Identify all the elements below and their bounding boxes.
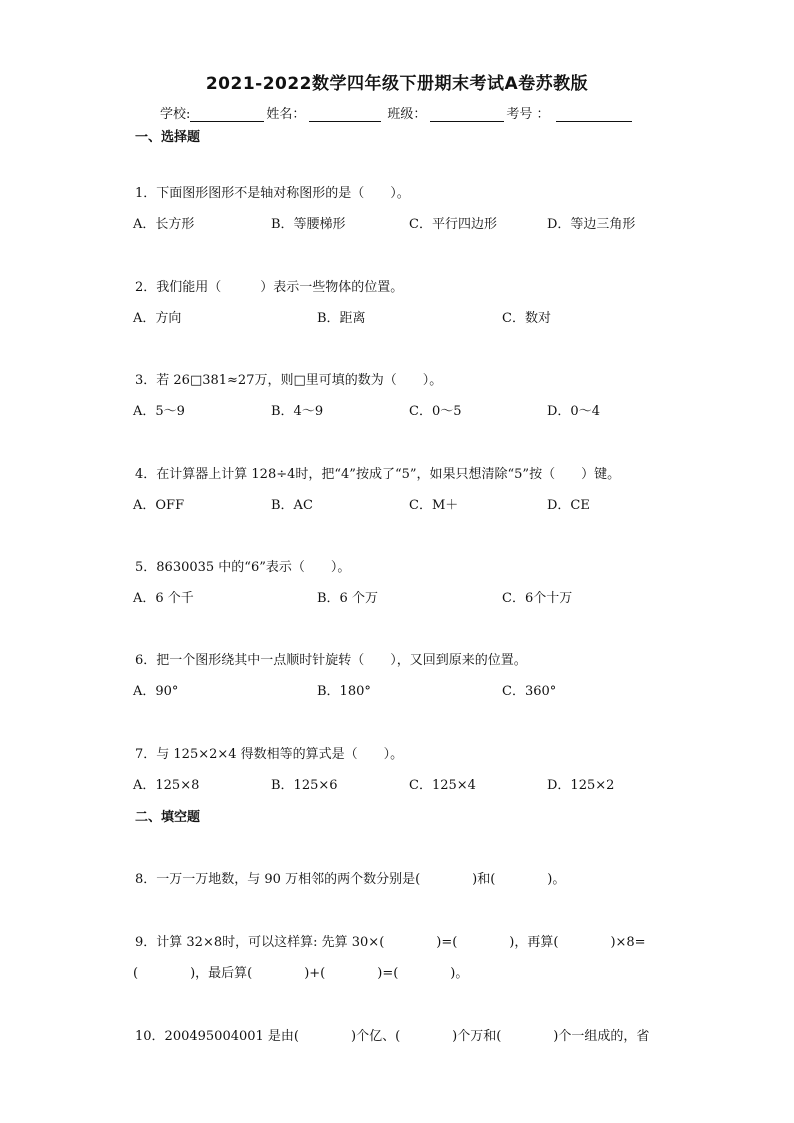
- question-9-line-2: ( )，最后算( )+( )=( )。: [133, 966, 469, 981]
- question-5-option-b[interactable]: B．6 个万: [317, 591, 378, 606]
- question-3-option-c[interactable]: C．0～5: [409, 404, 462, 419]
- question-4-option-c[interactable]: C．M＋: [409, 498, 459, 513]
- exam-no-label: 考号 ：: [506, 107, 550, 122]
- question-4-option-a[interactable]: A．OFF: [133, 498, 185, 513]
- question-1-option-b[interactable]: B．等腰梯形: [271, 217, 346, 232]
- question-4-stem: 4．在计算器上计算 128÷4时，把“4”按成了“5”，如果只想清除“5”按（ ）键。: [135, 467, 621, 482]
- question-5-option-a[interactable]: A．6 个千: [133, 591, 194, 606]
- student-info-row: [160, 103, 634, 122]
- question-7-option-a[interactable]: A．125×8: [133, 778, 200, 793]
- section-choice-heading: 一、选择题: [135, 130, 201, 145]
- question-6-option-a[interactable]: A．90°: [133, 684, 179, 699]
- question-5-stem: 5．8630035 中的“6”表示（ ）。: [135, 560, 351, 575]
- question-6-option-c[interactable]: C．360°: [502, 684, 557, 699]
- page-title: 2021-2022数学四年级下册期末考试A卷苏教版: [205, 74, 589, 94]
- question-9-line-1: 9．计算 32×8时，可以这样算: 先算 30×( )=( )，再算( )×8=: [135, 935, 646, 950]
- question-7-option-d[interactable]: D．125×2: [547, 778, 615, 793]
- name-label: 姓名：: [266, 107, 306, 122]
- question-10-stem: 10．200495004001 是由( )个亿、( )个万和( )个一组成的，省: [135, 1029, 650, 1044]
- question-3-stem: 3．若 26□381≈27万，则□里可填的数为（ ）。: [135, 373, 443, 388]
- question-7-stem: 7．与 125×2×4 得数相等的算式是（ ）。: [135, 747, 404, 762]
- question-3-option-a[interactable]: A．5～9: [133, 404, 185, 419]
- question-7-option-b[interactable]: B．125×6: [271, 778, 338, 793]
- question-4-option-b[interactable]: B．AC: [271, 498, 313, 513]
- question-6-stem: 6．把一个图形绕其中一点顺时针旋转（ ），又回到原来的位置。: [135, 653, 527, 668]
- exam-no-blank[interactable]: [556, 108, 632, 122]
- question-3-option-b[interactable]: B．4～9: [271, 404, 324, 419]
- question-2-stem: 2．我们能用（ ）表示一些物体的位置。: [135, 280, 404, 295]
- question-3-option-d[interactable]: D．0～4: [547, 404, 600, 419]
- question-1-stem: 1．下面图形图形不是轴对称图形的是（ ）。: [135, 186, 410, 201]
- question-8-stem: 8．一万一万地数，与 90 万相邻的两个数分别是( )和( )。: [135, 872, 566, 887]
- question-2-option-b[interactable]: B．距离: [317, 311, 366, 326]
- question-6-option-b[interactable]: B．180°: [317, 684, 371, 699]
- section-fill-heading: 二、填空题: [135, 810, 201, 825]
- question-1-option-a[interactable]: A．长方形: [133, 217, 195, 232]
- class-label: 班级：: [387, 107, 427, 122]
- school-label: 学校:: [160, 107, 191, 122]
- question-7-option-c[interactable]: C．125×4: [409, 778, 476, 793]
- question-1-option-d[interactable]: D．等边三角形: [547, 217, 636, 232]
- question-1-option-c[interactable]: C．平行四边形: [409, 217, 497, 232]
- question-2-option-a[interactable]: A．方向: [133, 311, 182, 326]
- question-4-option-d[interactable]: D．CE: [547, 498, 590, 513]
- question-2-option-c[interactable]: C．数对: [502, 311, 551, 326]
- school-blank[interactable]: [190, 108, 264, 122]
- class-blank[interactable]: [430, 108, 504, 122]
- name-blank[interactable]: [309, 108, 381, 122]
- question-5-option-c[interactable]: C．6个十万: [502, 591, 573, 606]
